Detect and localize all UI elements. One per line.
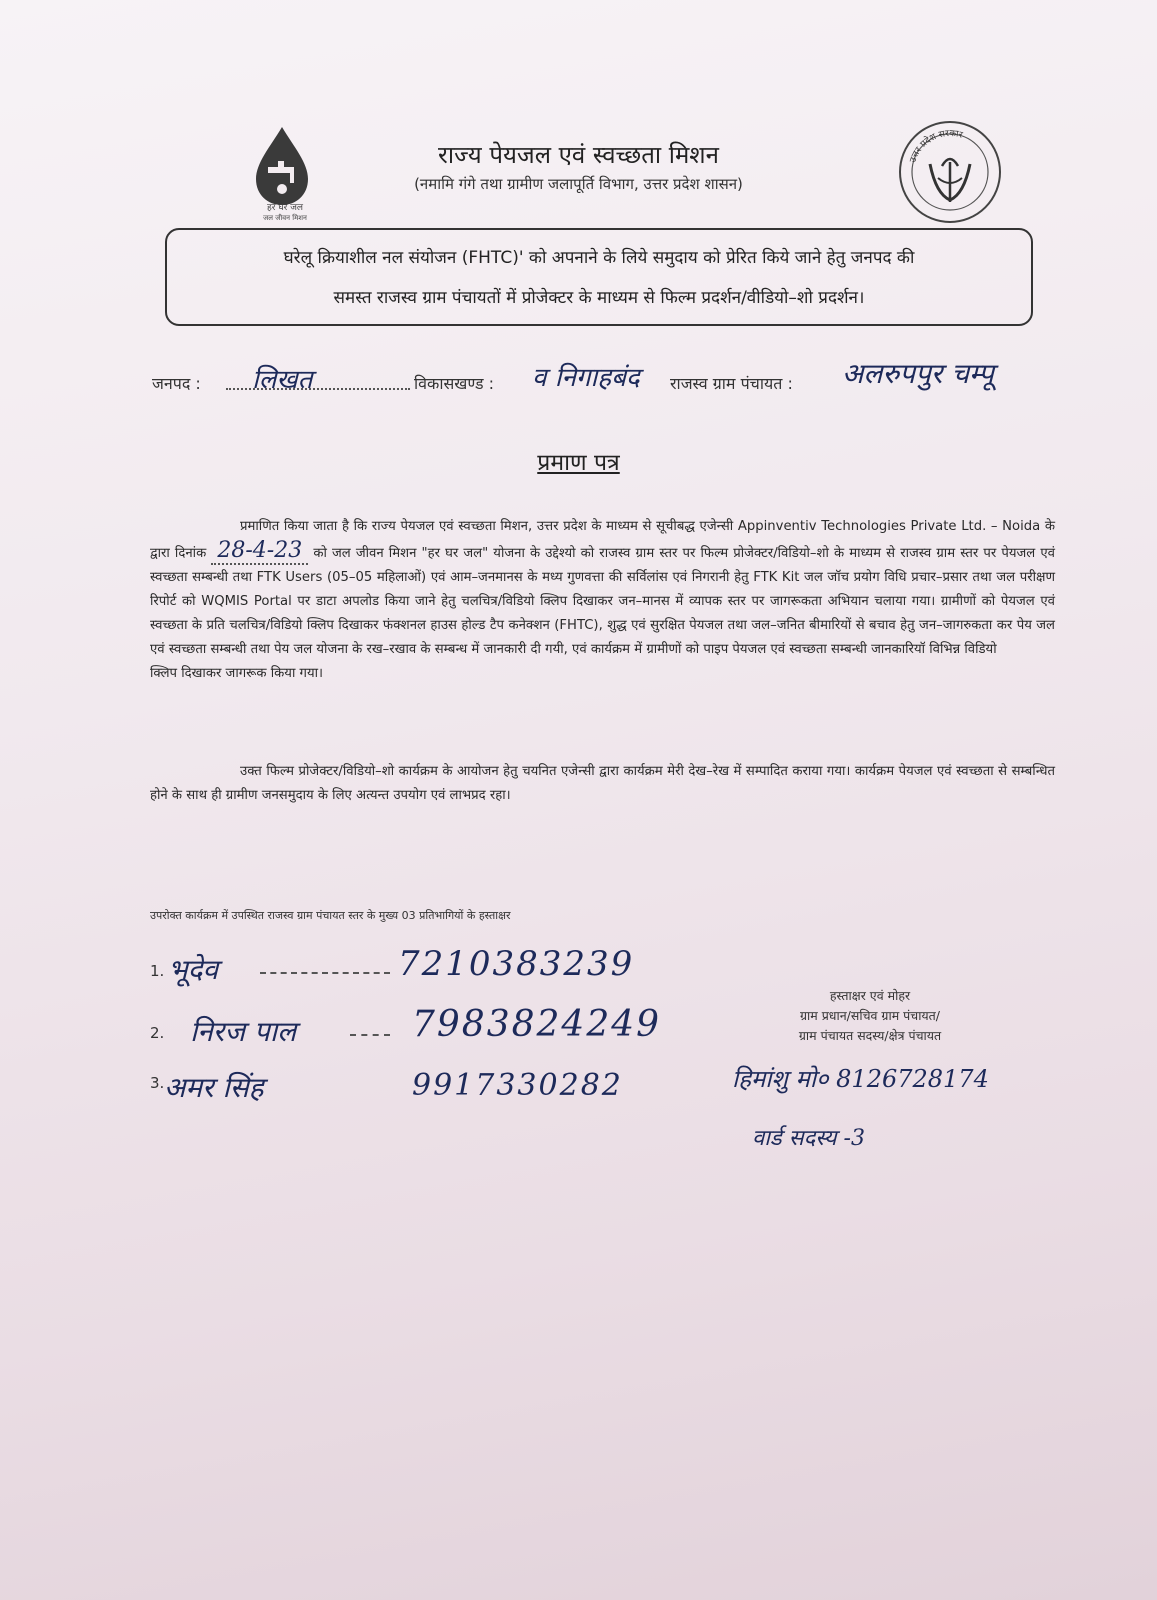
- program-date: 28-4-23: [211, 538, 308, 565]
- logo-text: हर घर जल: [267, 203, 303, 213]
- janpad-value: लिखत: [252, 365, 313, 395]
- gram-panchayat-value: अलरुपपुर चम्पू: [842, 357, 994, 390]
- up-government-seal: [896, 118, 1004, 226]
- participant-row: [150, 1068, 670, 1112]
- participant-dash-line: [350, 1034, 390, 1036]
- certificate-paragraph-1: [150, 515, 1055, 686]
- signature-block: [760, 986, 980, 1046]
- vikaskhand-value: व निगाहबंद: [532, 363, 640, 393]
- participant-signature: भूदेव: [168, 953, 219, 986]
- janpad-label: जनपद :: [152, 374, 201, 393]
- signatory-name-phone: हिमांशु मो० 8126728174: [732, 1065, 989, 1093]
- signature-role-1: ग्राम प्रधान/सचिव ग्राम पंचायत/: [799, 1008, 941, 1023]
- program-banner: [165, 228, 1033, 326]
- signatory-ward: वार्ड सदस्य -3: [752, 1126, 865, 1151]
- banner-line-2: समस्त राजस्व ग्राम पंचायतों में प्रोजेक्टर के माध्यम से फिल्म प्रदर्शन/वीडियो–शो प्रदर्शन।: [333, 288, 865, 308]
- participant-row: [150, 1004, 670, 1054]
- participant-number: 1.: [150, 962, 165, 980]
- p2-text: उक्त फिल्म प्रोजेक्टर/विडियो–शो कार्यक्रम के आयोजन हेतु चयनित एजेन्सी द्वारा कार्यक्रम मेरी देख–रेख में सम्पादित कराया गया। कार्यक्रम पेयजल एवं स्वच्छता से सम्बन्धित होने के साथ ही ग्रामीण जनसमुदाय के लिए अत्यन्त उपयोग एवं लाभप्रद रहा।: [150, 764, 1055, 803]
- signature-heading: हस्ताक्षर एवं मोहर: [829, 988, 911, 1003]
- participants-note: उपरोक्त कार्यक्रम में उपस्थित राजस्व ग्राम पंचायत स्तर के मुख्य 03 प्रतिभागियों के हस्ताक्षर: [150, 909, 511, 922]
- location-fields: [152, 357, 1102, 408]
- page-subtitle: (नमामि गंगे तथा ग्रामीण जलापूर्ति विभाग, उत्तर प्रदेश शासन): [414, 175, 743, 193]
- certificate-paragraph-2: [150, 760, 1055, 808]
- seal-icon: [896, 118, 1004, 226]
- page-title: राज्य पेयजल एवं स्वच्छता मिशन: [438, 141, 719, 169]
- participant-signature: अमर सिंह: [164, 1071, 264, 1104]
- participant-phone: 9917330282: [412, 1068, 623, 1103]
- participant-number: 3.: [150, 1074, 165, 1092]
- vikaskhand-label: विकासखण्ड :: [414, 374, 495, 393]
- participant-dash-line: [260, 972, 390, 974]
- participant-phone: 7210383239: [398, 944, 635, 984]
- p1-text-start: प्रमाणित किया जाता है कि राज्य पेयजल एवं स्वच्छता मिशन, उत्तर प्रदेश के माध्यम से सूचीबद्ध एजेन्सी Appinventiv Technologies Private Ltd. – Noida के द्वारा दिनांक: [150, 519, 1055, 561]
- participant-phone: 7983824249: [412, 1004, 662, 1045]
- svg-text:उत्तर प्रदेश सरकार: उत्तर प्रदेश सरकार: [908, 128, 964, 164]
- logo-subtext: जल जीवन मिशन: [263, 214, 307, 222]
- p1-last-line: क्लिप दिखाकर जागरूक किया गया।: [150, 666, 324, 681]
- certificate-title: प्रमाण पत्र: [537, 450, 620, 476]
- banner-line-1: घरेलू क्रियाशील नल संयोजन (FHTC)' को अपनाने के लिये समुदाय को प्रेरित किये जाने हेतु जनपद की: [283, 248, 915, 268]
- signature-role-2: ग्राम पंचायत सदस्य/क्षेत्र पंचायत: [798, 1028, 942, 1043]
- p1-text-end: को जल जीवन मिशन "हर घर जल" योजना के उद्देश्यो को राजस्व ग्राम स्तर पर फिल्म प्रोजेक्टर/विडियो–शो के माध्यम से राजस्व ग्राम स्तर पर पेयजल एवं स्वच्छता सम्बन्धी तथा FTK Users (05–05 महिलाओं) एवं आम–जनमानस के मध्य गुणवत्ता की सर्विलांस एवं निगरानी हेतु FTK Kit जल जॉच प्रयोग विधि प्रचार–प्रसार तथा जल परीक्षण रिपोर्ट को WQMIS Portal पर डाटा अपलोड किया जाने हेतु चलचित्र/विडियो क्लिप दिखाकर जन–मानस में व्यापक स्तर पर जागरूकता अभियान चलाया गया। ग्रामीणों को पेयजल एवं स्वच्छता के प्रति चलचित्र/विडियो क्लिप दिखाकर फंक्शनल हाउस होल्ड टैप कनेक्शन (FHTC), शुद्ध एवं सुरक्षित पेयजल तथा जल–जनित बीमारियों से बचाव हेतु जन–जागरुकता कर पेय जल एवं स्वच्छता सम्बन्धी तथा पेय जल योजना के रख–रखाव के सम्बन्ध में जानकारी दी गयी, एवं कार्यक्रम में ग्रामीणों को पाइप पेयजल एवं स्वच्छता सम्बन्धी जानकारियॉ विभिन्न विडियो: [150, 546, 1055, 657]
- participant-signature: निरज पाल: [190, 1015, 297, 1048]
- gram-panchayat-label: राजस्व ग्राम पंचायत :: [670, 374, 793, 393]
- participant-row: [150, 944, 670, 994]
- participant-number: 2.: [150, 1024, 165, 1042]
